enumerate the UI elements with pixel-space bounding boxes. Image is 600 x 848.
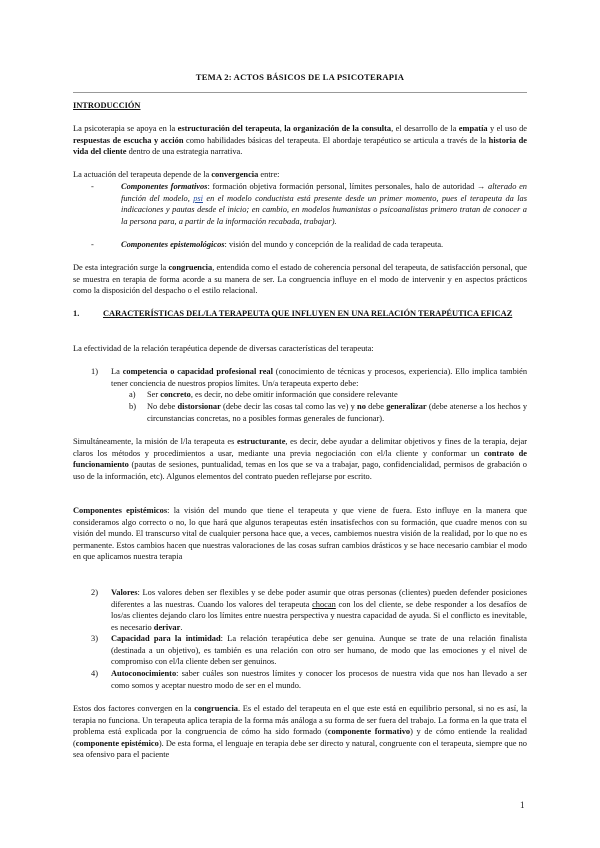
paragraph-4: La efectividad de la relación terapéutica depende de diversas características del terapeuta: [73,344,374,353]
intro-heading: INTRODUCCIÓN [73,101,141,110]
item-1-competencia: 1) La competencia o capacidad profesional real (conocimiento de técnicas y procesos, experiencia). Ello implica también tener conciencia de nuestros propios límites. Un/a terapeuta experto debe: [91,367,528,388]
item-2-valores: 2) Valores: Los valores deben ser flexibles y se debe poder asumir que otras personas (clientes) pueden defender posiciones diferentes a las nuestras. Cuando los valores del terapeuta chocan con los del cliente, se debe responder a los desafíos de los/as clientes dejando claro los límites entre nuestra perspectiva y nuestra capacidad de ayuda. Si el conflicto es inevitable, es necesario derivar. [91,588,527,632]
title-divider [73,92,527,93]
page-number: 1 [520,800,525,810]
paragraph-2: La actuación del terapeuta depende de la convergencia entre: [73,170,280,179]
paragraph-1: La psicoterapia se apoya en la estructuración del terapeuta, la organización de la consulta, el desarrollo de la empatía y el uso de respuestas de escucha y acción como habilidades básicas del terapeuta. El abordaje terapéutico se articula a través de la historia de vida del cliente dentro de una estrategia narrativa. [73,124,528,157]
paragraph-6: Componentes epistémicos: la visión del mundo que tiene el terapeuta y que viene de fuera. Esto influye en la manera que consideramos algo correcto o no, lo que hará que algunos terapeutas estén insatisfechos con su formación, que cuadre menos con su visión del mundo. El transcurso vital de cualquier persona hace que, a veces, cambiemos nuestra visión de la realidad, por lo que no es permanente. Estos cambios hacen que nuestras valoraciones de las cosas sufran cambios drásticos y se hace necesario cambiar el modo en que aplicamos nuestra terapia [73,506,527,562]
psi-link[interactable]: psi [193,193,203,203]
paragraph-5: Simultáneamente, la misión de l/la terapeuta es estructurante, es decir, debe ayudar a delimitar objetivos y fines de la terapia, dejar claros los métodos y procedimientos a usar, mediante una previa negociación con el/la cliente y conformar un contrato de funcionamiento (pautas de sesiones, puntualidad, temas en los que se va a trabajar, pago, confidencialidad, permisos de grabación o uso de la información, etc). Algunos elementos del contrato pueden reflejarse por escrito. [73,437,527,481]
sub-item-a: a) Ser concreto, es decir, no debe omitir información que considere relevante [129,390,398,399]
paragraph-7: Estos dos factores convergen en la congruencia. Es el estado del terapeuta en el que este está en equilibrio personal, si no es así, la terapia no funciona. Un terapeuta aplica terapia de la forma más análoga a su forma de ser fuera del trabajo. La forma en la que trata el problema está explicada por la congruencia de cómo ha sido formado (componente formativo) y de cómo entiende la realidad (componente epistémico). De esta forma, el lenguaje en terapia debe ser directo y natural, congruente con el terapeuta, siempre que no sea ofensivo para el paciente [73,704,527,760]
bullet-epistemologicos: - Componentes epistemológicos: visión del mundo y concepción de la realidad de cada terapeuta. [91,240,444,249]
section-1-heading: 1. CARACTERÍSTICAS DEL/LA TERAPEUTA QUE INFLUYEN EN UNA RELACIÓN TERAPÉUTICA EFICAZ [73,309,513,318]
document-title: TEMA 2: ACTOS BÁSICOS DE LA PSICOTERAPIA [195,72,405,82]
item-4-autoconocimiento: 4) Autoconocimiento: saber cuáles son nuestros límites y conocer los procesos de nuestra vida que nos han llevado a ser como somos y aceptar nuestro modo de ser en el mundo. [91,669,527,690]
bullet-formativos: - Componentes formativos: formación objetiva formación personal, límites personales, halo de autoridad → alterado en función del modelo, psi en el modelo conductista está presente desde un primer momento, pues el terapeuta da las indicaciones y pautas desde el inicio; en cambio, en modelos humanistas o psicoanalistas primero tratan de conocer a la persona para, a partir de la información recabada, trabajar). [91,182,527,226]
sub-item-b: b) No debe distorsionar (debe decir las cosas tal como las ve) y no debe generalizar (debe atenerse a los hechos y circunstancias concretas, no a posibles formas generales de funcionar). [129,402,528,423]
paragraph-3: De esta integración surge la congruencia, entendida como el estado de coherencia personal del terapeuta, de satisfacción personal, que se muestra en terapia de forma acorde a su manera de ser. La congruencia influye en el modo de intervenir y en aspectos prácticos como la disposición del despacho o el estilo relacional. [73,263,527,296]
item-3-intimidad: 3) Capacidad para la intimidad: La relación terapéutica debe ser genuina. Aunque se trate de una relación finalista (destinada a un objetivo), es también es una relación con otro ser humano, de modo que las emociones y el nivel de compromiso con el/la cliente deben ser genuinos. [91,634,527,667]
